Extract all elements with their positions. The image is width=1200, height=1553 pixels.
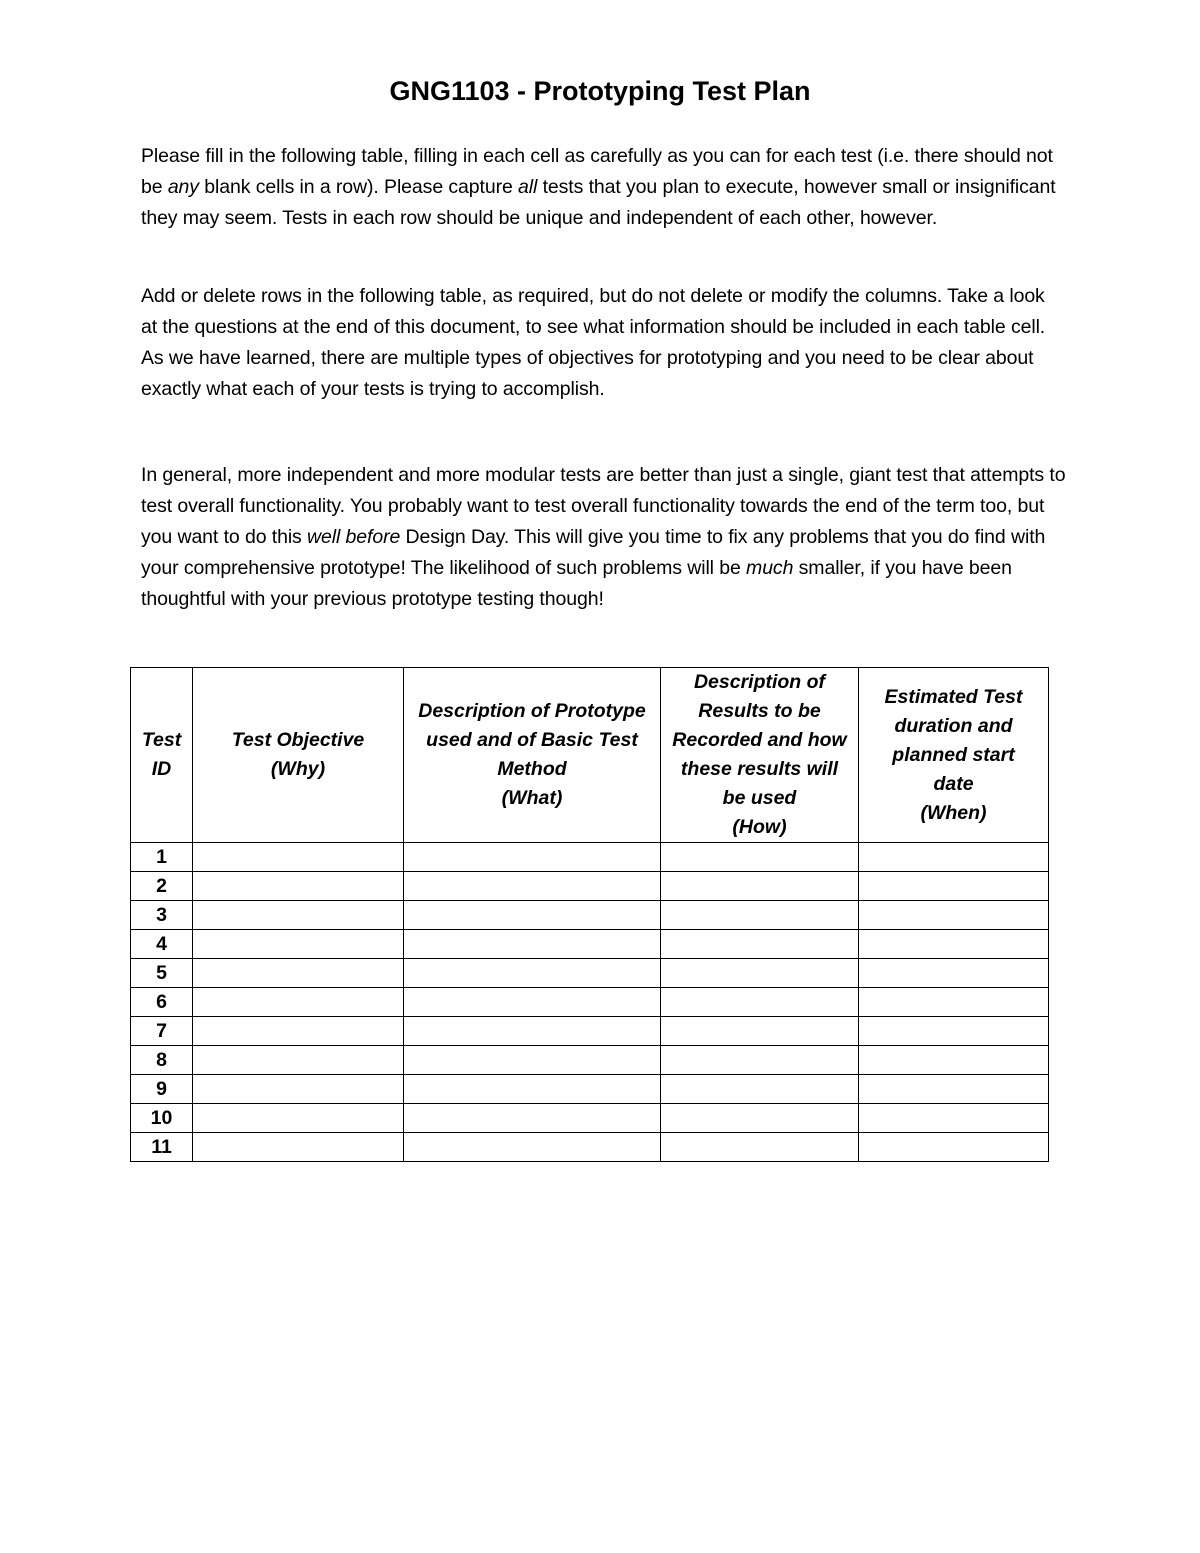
table-cell-results[interactable] [661,843,859,872]
header-test-id-label: Test [141,729,182,751]
header-estimated-duration-label: Estimated Test duration and planned start date [884,685,1023,795]
page-title: GNG1103 - Prototyping Test Plan [389,76,811,106]
table-cell-results[interactable] [661,1075,859,1104]
table-cell-description[interactable] [404,901,661,930]
table-cell-description[interactable] [404,872,661,901]
header-estimated-duration [859,668,1049,843]
table-row [131,1133,1049,1162]
table-cell-description[interactable] [404,1046,661,1075]
table-row [131,1046,1049,1075]
test-id-cell: 6 [131,988,193,1017]
header-results-description [661,668,859,843]
paragraph-3-run-1: well before [307,526,401,548]
test-id-cell: 1 [131,843,193,872]
test-id-cell: 9 [131,1075,193,1104]
header-prototype-description [404,668,661,843]
table-cell-duration[interactable] [859,930,1049,959]
table-row [131,843,1049,872]
table-cell-results[interactable] [661,1046,859,1075]
header-test-objective-sub: (Why) [270,758,326,780]
table-cell-duration[interactable] [859,1075,1049,1104]
header-test-id-sub: ID [151,758,172,780]
table-cell-objective[interactable] [193,843,404,872]
table-row [131,901,1049,930]
table-cell-description[interactable] [404,843,661,872]
table-cell-objective[interactable] [193,1046,404,1075]
table-header-row [131,668,1049,843]
header-results-description-sub: (How) [732,816,787,838]
test-id-cell: 7 [131,1017,193,1046]
table-cell-results[interactable] [661,988,859,1017]
instruction-paragraph-2 [141,281,1066,405]
table-cell-duration[interactable] [859,1133,1049,1162]
table-cell-duration[interactable] [859,959,1049,988]
test-id-cell: 4 [131,930,193,959]
header-test-objective [193,668,404,843]
table-cell-duration[interactable] [859,988,1049,1017]
table-cell-duration[interactable] [859,1046,1049,1075]
header-test-objective-label: Test Objective [231,729,365,751]
table-cell-results[interactable] [661,901,859,930]
table-cell-description[interactable] [404,959,661,988]
table-cell-objective[interactable] [193,1075,404,1104]
header-estimated-duration-sub: (When) [920,801,987,824]
paragraph-3-run-4: smaller, if you have been thoughtful with your previous prototype testing though! [141,557,1012,610]
test-id-cell: 5 [131,959,193,988]
table-cell-results[interactable] [661,1104,859,1133]
table-row [131,1075,1049,1104]
header-results-description-label: Description of Results to be Recorded and how these results will be used [672,671,847,809]
header-prototype-description-label: Description of Prototype used and of Basic Test Method [418,700,646,780]
table-cell-description[interactable] [404,1075,661,1104]
paragraph-2-run-0: Add or delete rows in the following table, as required, but do not delete or modify the columns. Take a look at the questions at the end of this document, to see what information should be included in each table cell. As we have learned, there are multiple types of objectives for prototyping and you need to be clear about exactly what each of your tests is trying to accomplish. [141,285,1046,400]
header-test-id [131,668,193,843]
test-id-cell: 11 [131,1133,193,1162]
paragraph-3-run-3: much [746,557,794,579]
paragraph-1-run-3: all [518,176,538,198]
table-cell-results[interactable] [661,1133,859,1162]
test-id-cell: 8 [131,1046,193,1075]
table-row [131,930,1049,959]
table-cell-objective[interactable] [193,930,404,959]
table-cell-objective[interactable] [193,1133,404,1162]
table-row [131,1017,1049,1046]
test-id-cell: 3 [131,901,193,930]
paragraph-3-run-2: Design Day. This will give you time to fix any problems that you do find with your comprehensive prototype! The likelihood of such problems will be [141,526,1046,579]
paragraph-1-run-1: any [167,176,199,198]
table-row [131,959,1049,988]
table-cell-description[interactable] [404,1104,661,1133]
table-cell-objective[interactable] [193,959,404,988]
table-cell-results[interactable] [661,930,859,959]
table-cell-results[interactable] [661,959,859,988]
table-cell-duration[interactable] [859,1104,1049,1133]
table-cell-description[interactable] [404,1017,661,1046]
header-prototype-description-sub: (What) [501,787,563,809]
table-cell-objective[interactable] [193,1017,404,1046]
table-row [131,988,1049,1017]
table-cell-objective[interactable] [193,901,404,930]
table-cell-duration[interactable] [859,901,1049,930]
table-cell-results[interactable] [661,872,859,901]
paragraph-1-run-2: blank cells in a row). Please capture [198,176,519,198]
table-cell-duration[interactable] [859,843,1049,872]
table-body [131,843,1049,1162]
test-id-cell: 10 [131,1104,193,1133]
table-cell-results[interactable] [661,1017,859,1046]
table-cell-duration[interactable] [859,1017,1049,1046]
test-plan-table [130,667,1049,1162]
paragraph-1-run-0: Please fill in the following table, filling in each cell as carefully as you can for each test (i.e. there should not be [141,145,1053,198]
table-cell-description[interactable] [404,1133,661,1162]
table-cell-description[interactable] [404,988,661,1017]
table-cell-objective[interactable] [193,1104,404,1133]
table-row [131,872,1049,901]
instruction-paragraph-1 [141,141,1066,234]
test-id-cell: 2 [131,872,193,901]
paragraph-3-run-0: In general, more independent and more modular tests are better than just a single, giant test that attempts to test overall functionality. You probably want to test overall functionality towards the end of the term too, but you want to do this [141,464,1066,548]
instruction-paragraph-3 [141,460,1066,615]
table-cell-duration[interactable] [859,872,1049,901]
table-cell-description[interactable] [404,930,661,959]
paragraph-1-run-4: tests that you plan to execute, however small or insignificant they may seem. Tests in each row should be unique and independent of each other, however. [141,176,1056,229]
table-cell-objective[interactable] [193,988,404,1017]
table-cell-objective[interactable] [193,872,404,901]
table-row [131,1104,1049,1133]
